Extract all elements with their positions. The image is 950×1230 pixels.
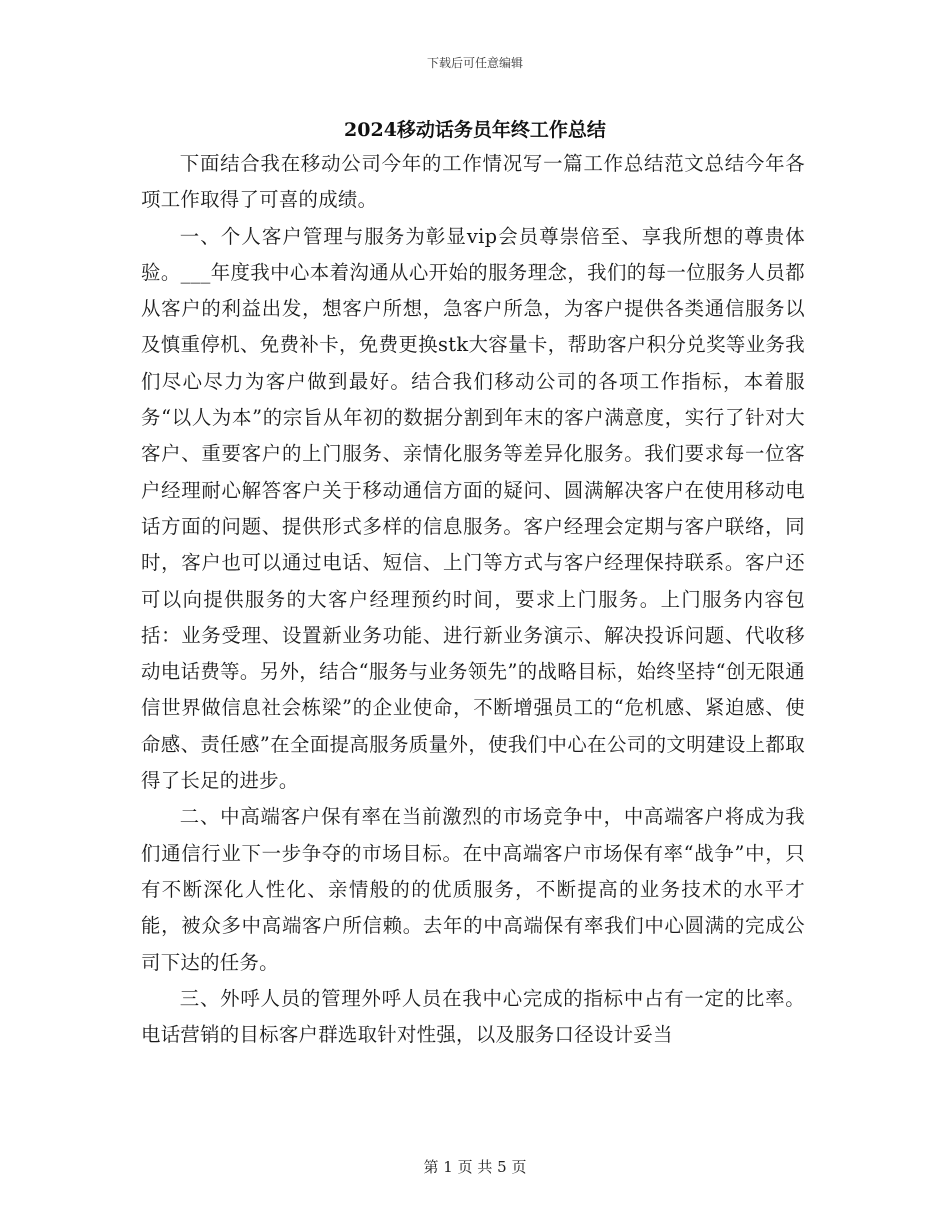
paragraph-intro: 下面结合我在移动公司今年的工作情况写一篇工作总结范文总结今年各项工作取得了可喜的成绩。 — [141, 152, 805, 212]
paragraph-section-2: 二、中高端客户保有率在当前激烈的市场竞争中，中高端客户将成为我们通信行业下一步争夺的市场目标。在中高端客户市场保有率“战争”中，只有不断深化人性化、亲情般的的优质服务，不断提高的业务技术的水平才能，被众多中高端客户所信赖。去年的中高端保有率我们中心圆满的完成公司下达的任务。 — [141, 805, 805, 974]
document-body — [141, 146, 805, 1053]
page-header-note: 下载后可任意编辑 — [426, 56, 523, 70]
paragraph-section-1: 一、个人客户管理与服务为彰显vip会员尊崇倍至、享我所想的尊贵体验。___年度我中心本着沟通从心开始的服务理念，我们的每一位服务人员都从客户的利益出发，想客户所想，急客户所急，为客户提供各类通信服务以及慎重停机、免费补卡，免费更换stk大容量卡，帮助客户积分兑奖等业务我们尽心尽力为客户做到最好。结合我们移动公司的各项工作指标，本着服务“以人为本”的宗旨从年初的数据分割到年末的客户满意度，实行了针对大客户、重要客户的上门服务、亲情化服务等差异化服务。我们要求每一位客户经理耐心解答客户关于移动通信方面的疑问、圆满解决客户在使用移动电话方面的问题、提供形式多样的信息服务。客户经理会定期与客户联络，同时，客户也可以通过电话、短信、上门等方式与客户经理保持联系。客户还可以向提供服务的大客户经理预约时间，要求上门服务。上门服务内容包括：业务受理、设置新业务功能、进行新业务演示、解决投诉问题、代收移动电话费等。另外，结合“服务与业务领先”的战略目标，始终坚持“创无限通信世界做信息社会栋梁”的企业使命，不断增强员工的“危机感、紧迫感、使命感、责任感”在全面提高服务质量外，使我们中心在公司的文明建设上都取得了长足的进步。 — [141, 224, 805, 793]
document-title: 2024移动话务员年终工作总结 — [344, 119, 606, 141]
page-number: 第 1 页 共 5 页 — [423, 1158, 527, 1176]
paragraph-section-3: 三、外呼人员的管理外呼人员在我中心完成的指标中占有一定的比率。电话营销的目标客户群选取针对性强，以及服务口径设计妥当 — [141, 986, 805, 1047]
